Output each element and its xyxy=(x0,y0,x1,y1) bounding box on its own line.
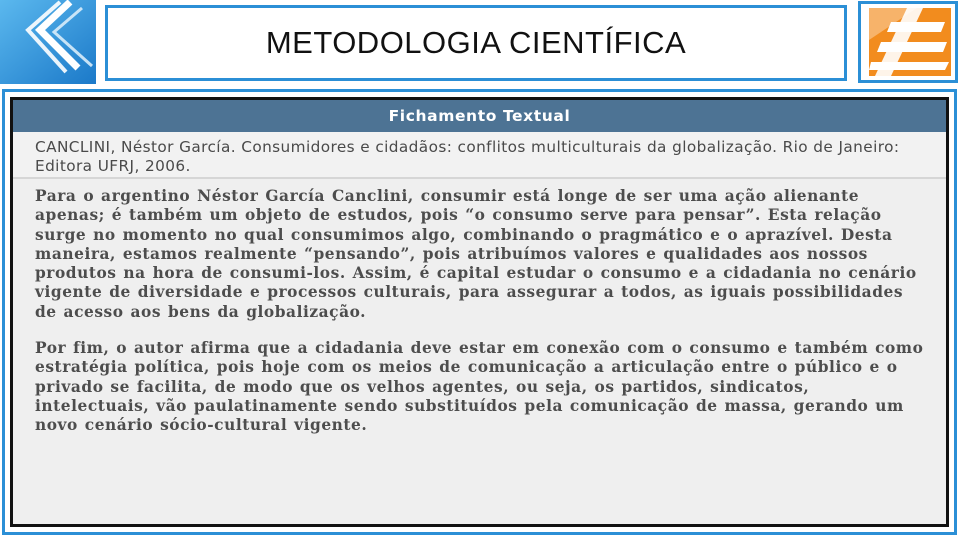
content-frame xyxy=(2,89,957,535)
paragraph: Por fim, o autor afirma que a cidadania deve estar em conexão com o consumo e também como estratégia política, pois hoje com os meios de comunicação a articulação entre o público e o privado se facilita, de modo que os velhos agentes, ou seja, os partidos, sindicatos, intelectuais, vão paulatinamente sendo substituídos pela comunicação de massa, gerando um novo cenário sócio-cultural vigente. xyxy=(35,339,924,435)
card-body xyxy=(13,179,946,436)
fichamento-card xyxy=(10,97,949,527)
title-box xyxy=(105,5,847,81)
orange-stripes-logo-icon xyxy=(858,1,958,83)
blue-chevron-logo-icon xyxy=(0,0,100,84)
card-heading: Fichamento Textual xyxy=(13,100,946,132)
paragraph: Para o argentino Néstor García Canclini, consumir está longe de ser uma ação alienante apenas; é também um objeto de estudos, pois “o consumo serve para pensar”. Esta relação surge no momento no qual consumimos algo, combinando o pragmático e o aprazível. Desta maneira, estamos realmente “pensando”, pois atribuímos valores e qualidades aos nossos produtos na hora de consumi-los. Assim, é capital estudar o consumo e a cidadania no cenário vigente de diversidade e processos culturais, para assegurar a todos, as iguais possibilidades de acesso aos bens da globalização. xyxy=(35,187,917,321)
page-title: METODOLOGIA CIENTÍFICA xyxy=(265,25,687,60)
citation: CANCLINI, Néstor García. Consumidores e cidadãos: conflitos multiculturais da globalização. Rio de Janeiro: Editora UFRJ, 2006. xyxy=(13,132,946,179)
